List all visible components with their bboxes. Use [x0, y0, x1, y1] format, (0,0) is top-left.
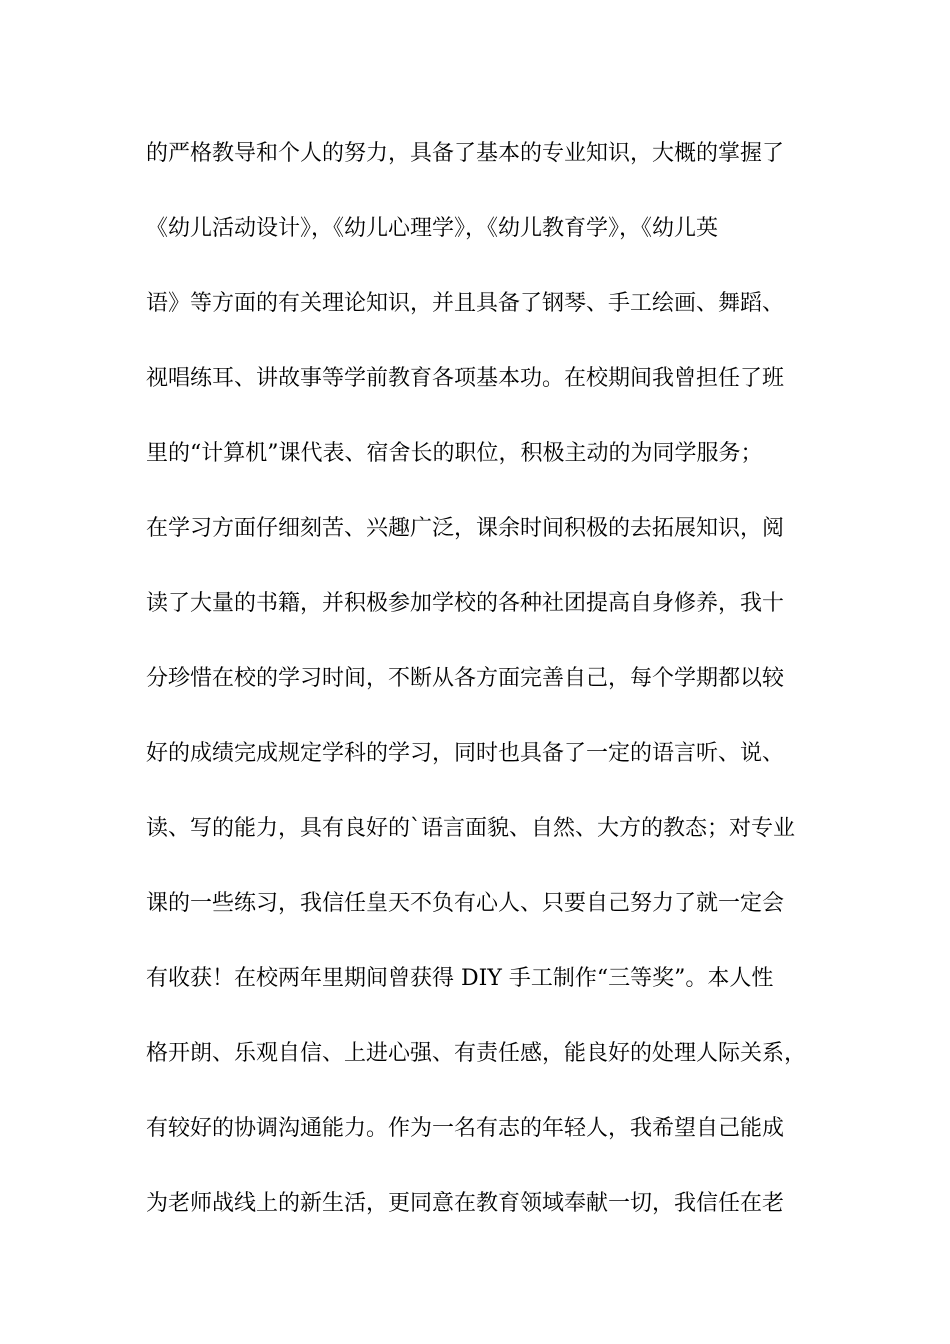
text-line: 好的成绩完成规定学科的学习，同时也具备了一定的语言听、说、 — [146, 741, 785, 766]
text-line: 《幼儿活动设计》，《幼儿心理学》，《幼儿教育学》，《幼儿英 — [146, 216, 719, 241]
text-line: 读、写的能力，具有良好的`语言面貌、自然、大方的教态；对专业 — [146, 816, 796, 841]
text-line: 读了大量的书籍，并积极参加学校的各种社团提高自身修养，我十 — [146, 591, 785, 616]
body-text — [146, 132, 836, 1257]
text-line: 语》等方面的有关理论知识，并且具备了钢琴、手工绘画、舞蹈、 — [146, 291, 785, 316]
text-line: 在学习方面仔细刻苦、兴趣广泛，课余时间积极的去拓展知识，阅 — [146, 516, 785, 541]
text-line: 有较好的协调沟通能力。作为一名有志的年轻人，我希望自己能成 — [146, 1116, 785, 1141]
text-line: 分珍惜在校的学习时间，不断从各方面完善自己，每个学期都以较 — [146, 666, 785, 691]
text-line: 的严格教导和个人的努力，具备了基本的专业知识，大概的掌握了 — [146, 141, 785, 166]
text-line: 里的“计算机”课代表、宿舍长的职位，积极主动的为同学服务； — [146, 441, 763, 466]
text-line: 有收获！在校两年里期间曾获得 DIY 手工制作“三等奖”。本人性 — [146, 966, 774, 991]
text-line: 课的一些练习，我信任皇天不负有心人、只要自己努力了就一定会 — [146, 891, 785, 916]
text-line: 视唱练耳、讲故事等学前教育各项基本功。在校期间我曾担任了班 — [146, 366, 785, 391]
text-line: 格开朗、乐观自信、上进心强、有责任感，能良好的处理人际关系， — [146, 1041, 807, 1066]
text-line: 为老师战线上的新生活，更同意在教育领域奉献一切，我信任在老 — [146, 1191, 785, 1216]
